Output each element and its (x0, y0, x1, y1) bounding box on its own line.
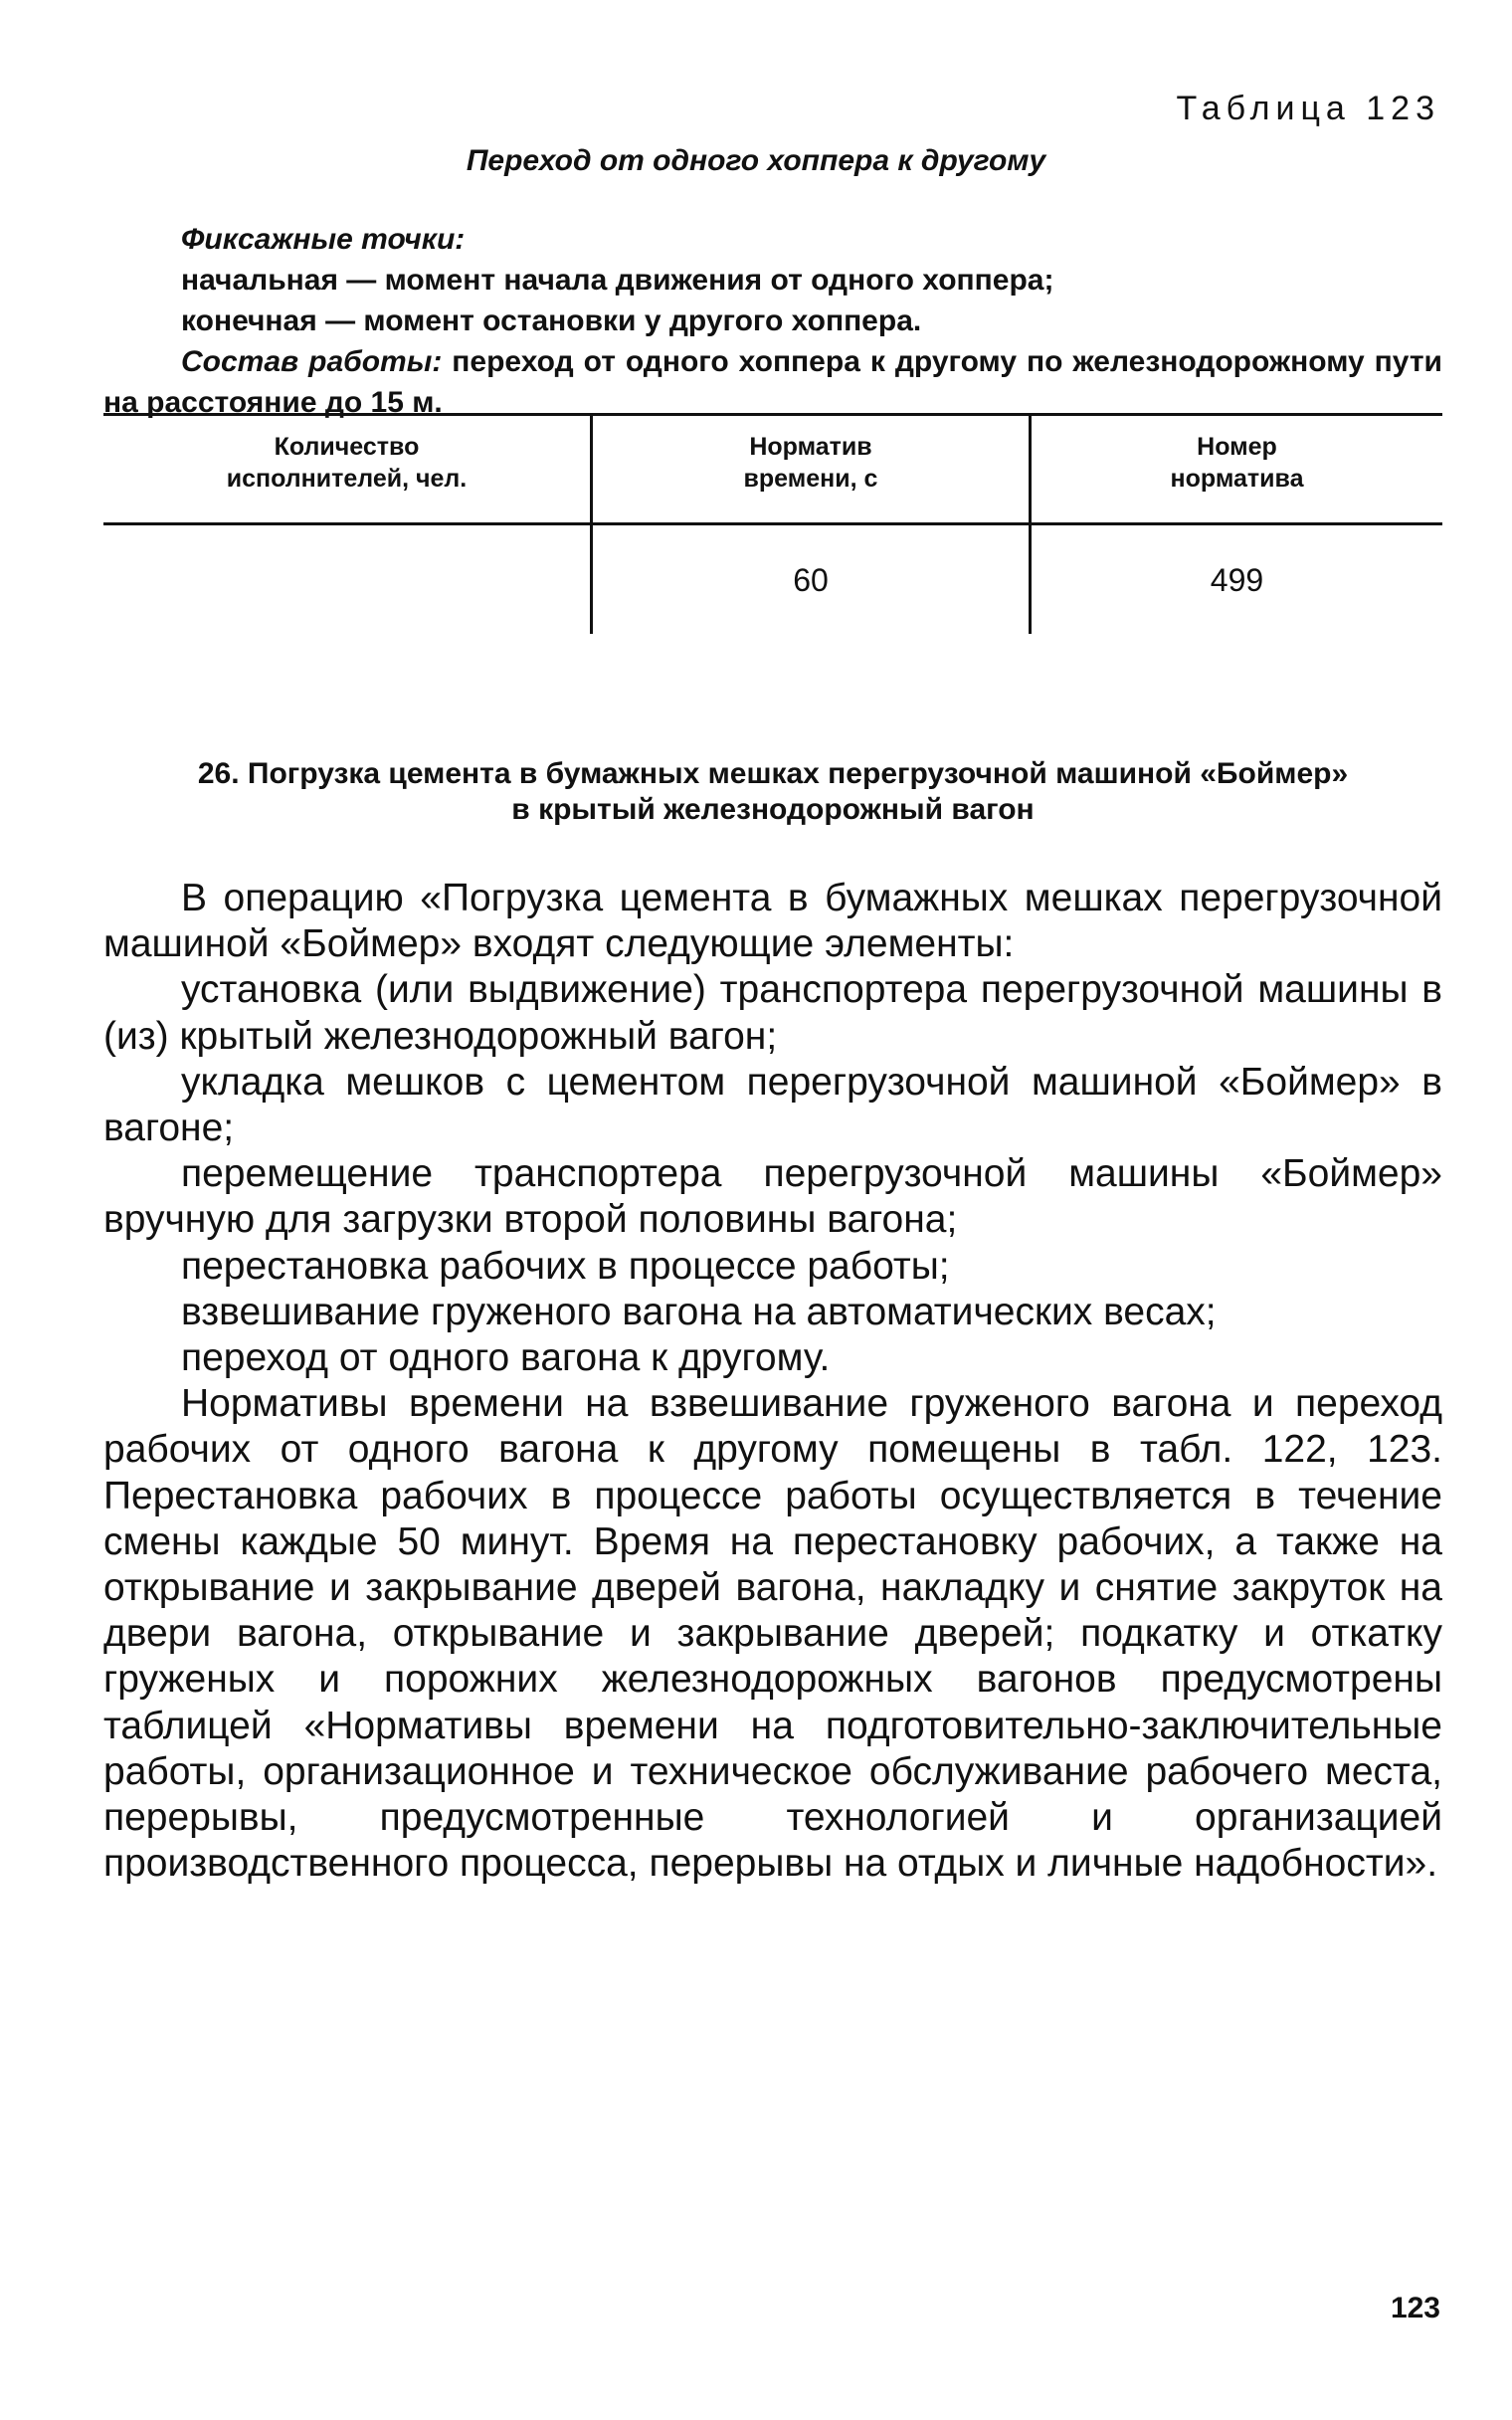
list-item: взвешивание груженого вагона на автоматических весах; (181, 1290, 1217, 1333)
body-text (103, 876, 1442, 1887)
paragraph: В операцию «Погрузка цемента в бумажных мешках перегрузочной машиной «Боймер» входят следующие элементы: (103, 877, 1442, 966)
table-header-executors: Количество исполнителей, чел. (226, 433, 468, 493)
section-title (103, 756, 1442, 828)
work-composition (103, 341, 1442, 423)
list-item: перестановка рабочих в процессе работы; (181, 1244, 950, 1288)
table-label: Таблица 123 (1176, 90, 1440, 127)
table-cell-norm-time: 60 (793, 562, 829, 598)
fix-points-block (103, 219, 1442, 423)
fix-point-end: конечная — момент остановки у другого хоппера. (181, 304, 922, 337)
list-item: переход от одного вагона к другому. (181, 1336, 831, 1380)
work-composition-text: переход от одного хоппера к другому по железнодорожному пути на расстояние до 15 м. (103, 345, 1442, 419)
fix-points-heading: Фиксажные точки: (181, 223, 466, 256)
norm-table (103, 413, 1442, 632)
table-cell-norm-number: 499 (1210, 562, 1264, 598)
paragraph: Нормативы времени на взвешивание груженого вагона и переход рабочих от одного вагона к другому помещены в табл. 122, 123. Перестановка рабочих в процессе работы осуществляется в течение смены каждые 50 минут. Время на перестановку рабочих, а также на открывание и закрывание дверей вагона, накладку и снятие закруток на двери вагона, открывание и закрывание дверей; подкатку и откатку груженых и порожних железнодорожных вагонов предусмотрены таблицей «Нормативы времени на подготовительно-заключительные работы, организационное и техническое обслуживание рабочего места, перерывы, предусмотренные технологией и организацией производственного процесса, перерывы на отдых и личные надобности». (103, 1382, 1442, 1886)
table-header-rule (103, 522, 1442, 525)
fix-point-start: начальная — момент начала движения от одного хоппера; (181, 264, 1054, 297)
section-title-line: 26. Погрузка цемента в бумажных мешках перегрузочной машиной «Боймер» (197, 757, 1349, 790)
table-header-norm-number: Номер норматива (1170, 433, 1304, 493)
table-header-norm-time: Норматив времени, с (743, 433, 878, 493)
section-title-line: в крытый железнодорожный вагон (511, 793, 1035, 826)
page-number: 123 (1390, 2292, 1440, 2324)
list-item: укладка мешков с цементом перегрузочной машиной «Боймер» в вагоне; (103, 1060, 1442, 1150)
list-item: перемещение транспортера перегрузочной машины «Боймер» вручную для загрузки второй половины вагона; (103, 1152, 1442, 1242)
table-title: Переход от одного хоппера к другому (466, 144, 1046, 177)
list-item: установка (или выдвижение) транспортера перегрузочной машины в (из) крытый железнодорожный вагон; (103, 968, 1442, 1058)
work-composition-label: Состав работы: (181, 345, 443, 378)
table-top-rule (103, 413, 1442, 416)
